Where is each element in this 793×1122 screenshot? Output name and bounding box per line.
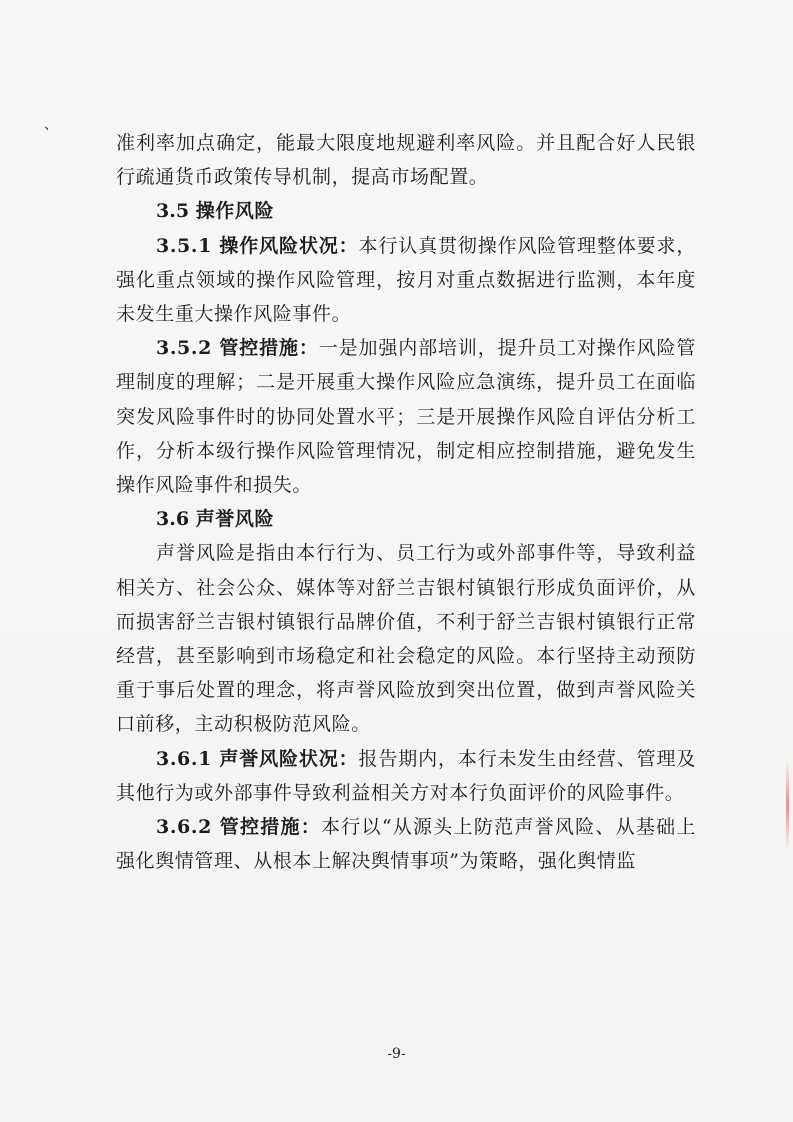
page-number: -9-: [387, 1046, 406, 1062]
paragraph-body: 本行以“从源头上防范声誉风险、从基础上强化舆情管理、从根本上解决舆情事项”为策略，强化舆情监: [116, 816, 696, 873]
edge-scan-mark: [786, 760, 789, 850]
paragraph-lead: 3.6.1 声誉风险状况：: [156, 747, 359, 770]
paragraph-3-6-1: [116, 742, 696, 810]
section-title: 声誉风险: [195, 508, 275, 531]
paragraph-3-5-2: [116, 331, 696, 502]
section-heading-3-6: [116, 502, 696, 536]
page-content: [116, 126, 696, 878]
paragraph-body: 一是加强内部培训，提升员工对操作风险管理制度的理解；二是开展重大操作风险应急演练，提升员工在面临突发风险事件时的协同处置水平；三是开展操作风险自评估分析工作，分析本级行操作风险管理情况，制定相应控制措施，避免发生操作风险事件和损失。: [116, 337, 696, 497]
section-number: 3.5: [156, 200, 190, 223]
paragraph-rate-risk-cont: 准利率加点确定，能最大限度地规避利率风险。并且配合好人民银行疏通货币政策传导机制，提高市场配置。: [116, 132, 696, 189]
paragraph-3-6-2: [116, 810, 696, 878]
section-heading-3-5: [116, 194, 696, 228]
paragraph-reputation-risk: 声誉风险是指由本行行为、员工行为或外部事件等，导致利益相关方、社会公众、媒体等对舒兰吉银村镇银行形成负面评价，从而损害舒兰吉银村镇银行品牌价值，不利于舒兰吉银村镇银行正常经营，甚至影响到市场稳定和社会稳定的风险。本行坚持主动预防重于事后处置的理念，将声誉风险放到突出位置，做到声誉风险关口前移，主动积极防范风险。: [116, 542, 696, 736]
paragraph-lead: 3.6.2 管控措施：: [156, 816, 322, 839]
paragraph-lead: 3.5.2 管控措施：: [156, 337, 319, 360]
paragraph-body: 本行认真贯彻操作风险管理整体要求，强化重点领域的操作风险管理，按月对重点数据进行监测，本年度未发生重大操作风险事件。: [116, 234, 696, 326]
margin-mark: 、: [44, 117, 58, 133]
paragraph-lead: 3.5.1 操作风险状况：: [156, 234, 359, 257]
section-number: 3.6: [156, 508, 190, 531]
section-title: 操作风险: [195, 200, 275, 223]
paragraph-3-5-1: [116, 229, 696, 332]
paragraph-body: 报告期内，本行未发生由经营、管理及其他行为或外部事件导致利益相关方对本行负面评价的风险事件。: [116, 747, 696, 804]
